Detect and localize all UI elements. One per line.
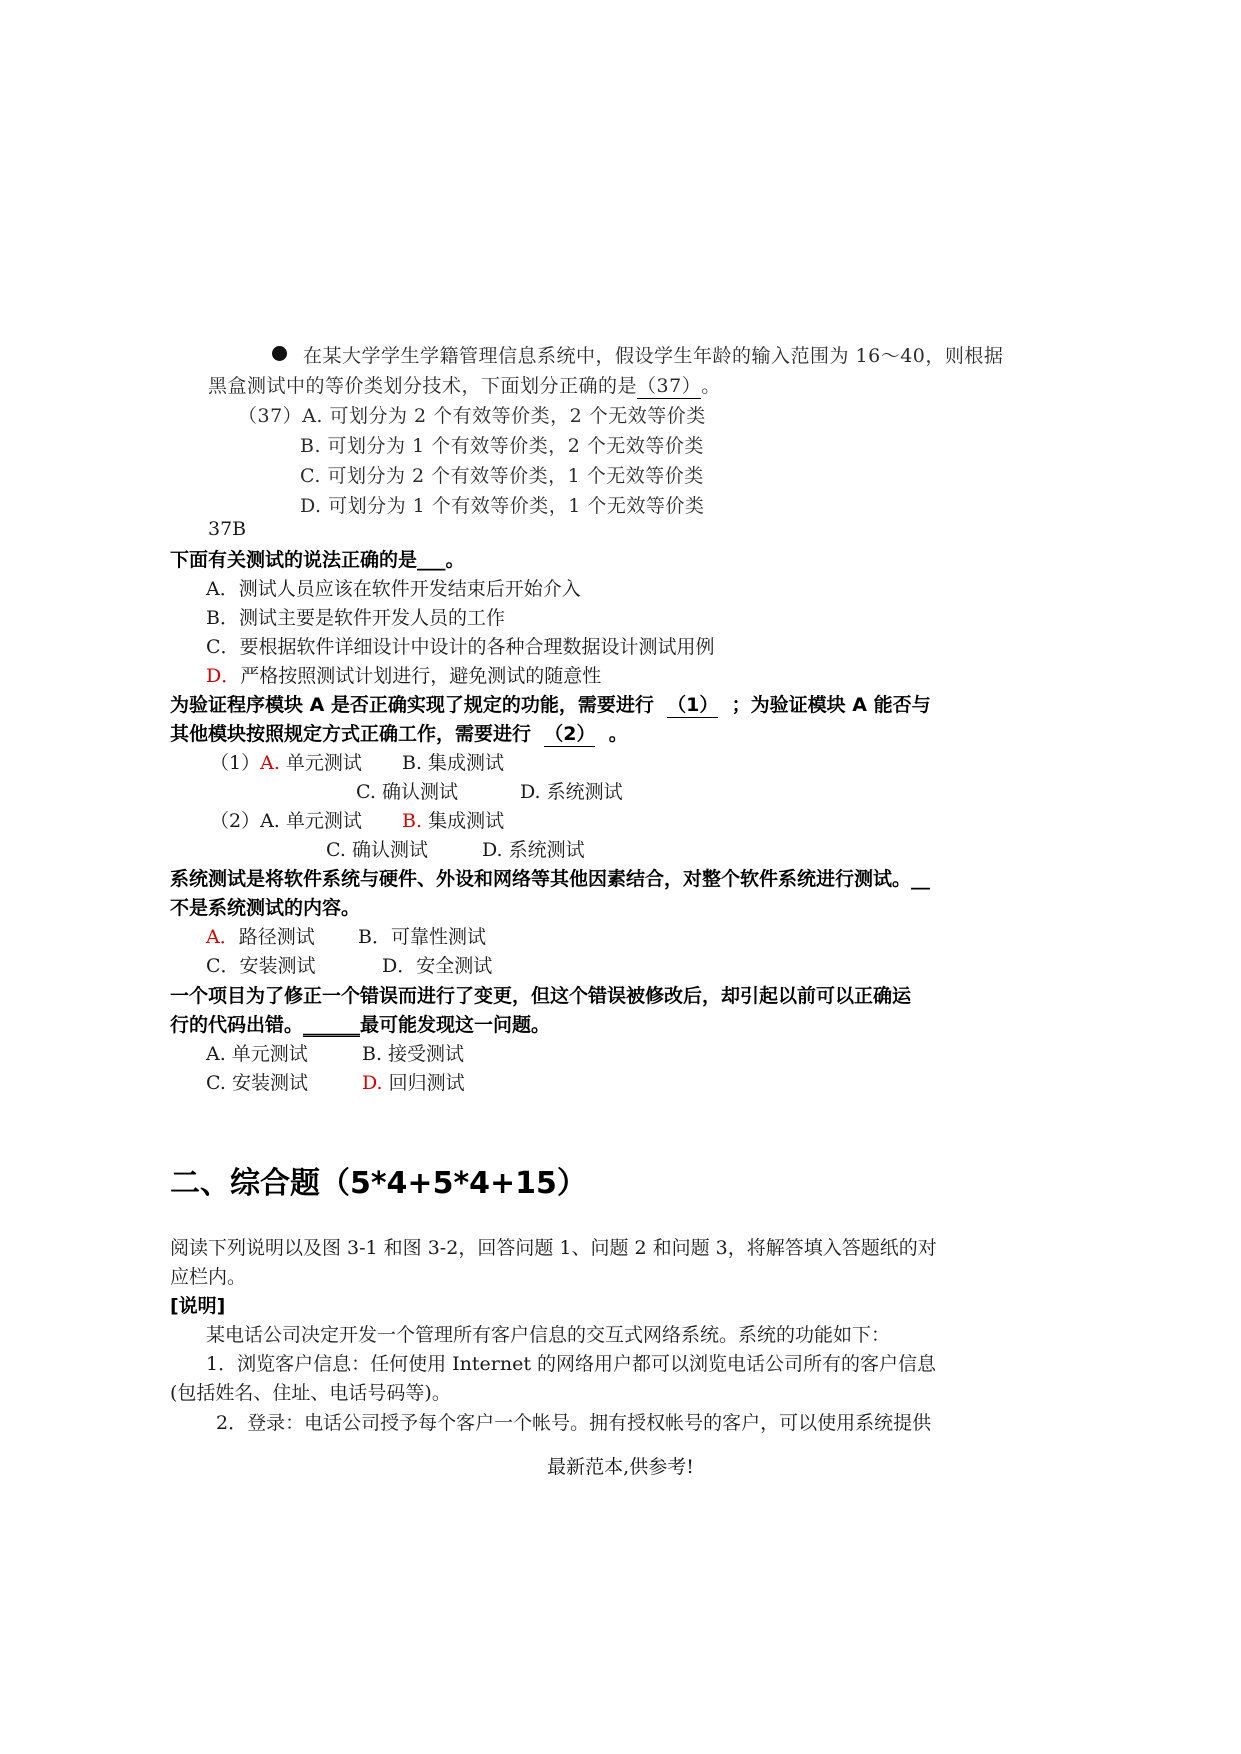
q-regression-option-d: D. 回归测试 <box>362 1072 465 1094</box>
section-intro-line2: 应栏内。 <box>170 1266 247 1288</box>
q-system-line2: 不是系统测试的内容。 <box>170 897 361 919</box>
answer-letter: A. <box>260 752 280 774</box>
q-module-r2-option-d: D. 系统测试 <box>482 839 585 861</box>
q-regression-line1: 一个项目为了修正一个错误而进行了变更，但这个错误被修改后，却引起以前可以正确运 <box>170 985 912 1007</box>
q-module-line1: 为验证程序模块 A 是否正确实现了规定的功能，需要进行 （1） ；为验证模块 A 能否与 <box>170 690 931 718</box>
q-test-option-d: D．严格按照测试计划进行，避免测试的随意性 <box>206 665 602 687</box>
q-system-option-b: B．可靠性测试 <box>358 926 486 948</box>
q37-option-d: D. 可划分为 1 个有效等价类，1 个无效等价类 <box>300 495 705 517</box>
q-system-option-a: A．路径测试 <box>206 926 315 948</box>
answer-letter: A． <box>206 926 239 948</box>
answer-letter: D． <box>206 665 241 687</box>
page-footer: 最新范本,供参考! <box>547 1456 694 1478</box>
q37-answer: 37B <box>208 518 247 540</box>
q-system-option-c: C．安装测试 <box>206 955 316 977</box>
q37-stem-line1: 在某大学学生学籍管理信息系统中，假设学生年龄的输入范围为 16～40，则根据 <box>272 341 1003 368</box>
q-system-line1: 系统测试是将软件系统与硬件、外设和网络等其他因素结合，对整个软件系统进行测试。__ <box>170 868 931 890</box>
q37-option-b: B. 可划分为 1 个有效等价类，2 个无效等价类 <box>300 435 704 457</box>
q-regression-line2: 行的代码出错。______最可能发现这一问题。 <box>170 1014 551 1036</box>
section-paragraph-2-line1: 1．浏览客户信息：任何使用 Internet 的网络用户都可以浏览电话公司所有的客户信息 <box>206 1353 936 1375</box>
section-heading: 二、综合题（5*4+5*4+15） <box>170 1166 587 1201</box>
q-regression-option-c: C. 安装测试 <box>206 1072 308 1094</box>
q-regression-blank: ______ <box>303 1014 361 1036</box>
q-module-r1-option-b: B. 集成测试 <box>402 752 505 774</box>
q37-blank: （37） <box>637 371 701 399</box>
q-module-r2-option-b: B. 集成测试 <box>402 810 505 832</box>
q-system-option-d: D．安全测试 <box>382 955 493 977</box>
q37-stem-line2: 黑盒测试中的等价类划分技术，下面划分正确的是（37）。 <box>208 371 721 399</box>
answer-letter: D. <box>362 1072 383 1094</box>
answer-letter: B. <box>402 810 423 832</box>
q-module-r2-row1: （2）A. 单元测试 <box>210 810 362 832</box>
q-module-r1-option-d: D. 系统测试 <box>520 781 623 803</box>
q-module-r1-row1: （1）A. 单元测试 <box>210 752 362 774</box>
q-test-option-a: A．测试人员应该在软件开发结束后开始介入 <box>206 578 581 600</box>
section-intro-line1: 阅读下列说明以及图 3-1 和图 3-2，回答问题 1、问题 2 和问题 3，将解答填入答题纸的对 <box>170 1237 937 1259</box>
q-test-option-b: B．测试主要是软件开发人员的工作 <box>206 607 505 629</box>
q-module-line2: 其他模块按照规定方式正确工作，需要进行 （2） 。 <box>170 719 628 747</box>
bullet-icon <box>272 346 287 361</box>
q37-option-a: （37）A. 可划分为 2 个有效等价类，2 个无效等价类 <box>238 405 706 427</box>
q-test-option-c: C．要根据软件详细设计中设计的各种合理数据设计测试用例 <box>206 636 715 658</box>
q-module-r2-option-c: C. 确认测试 <box>326 839 428 861</box>
q-module-r1-option-c: C. 确认测试 <box>356 781 458 803</box>
q-regression-option-b: B. 接受测试 <box>362 1043 465 1065</box>
section-shuoming: [说明] <box>170 1295 226 1317</box>
section-paragraph-3-line1: 2．登录：电话公司授予每个客户一个帐号。拥有授权帐号的客户，可以使用系统提供 <box>216 1412 932 1434</box>
section-paragraph-1: 某电话公司决定开发一个管理所有客户信息的交互式网络系统。系统的功能如下： <box>206 1324 891 1346</box>
section-paragraph-2-line2: (包括姓名、住址、电话号码等)。 <box>170 1382 451 1404</box>
q-test-stem: 下面有关测试的说法正确的是___。 <box>170 549 465 571</box>
q-module-blank2: （2） <box>544 719 595 747</box>
q-module-blank1: （1） <box>667 690 718 718</box>
q37-option-c: C. 可划分为 2 个有效等价类，1 个无效等价类 <box>300 465 704 487</box>
q-regression-option-a: A. 单元测试 <box>206 1043 308 1065</box>
